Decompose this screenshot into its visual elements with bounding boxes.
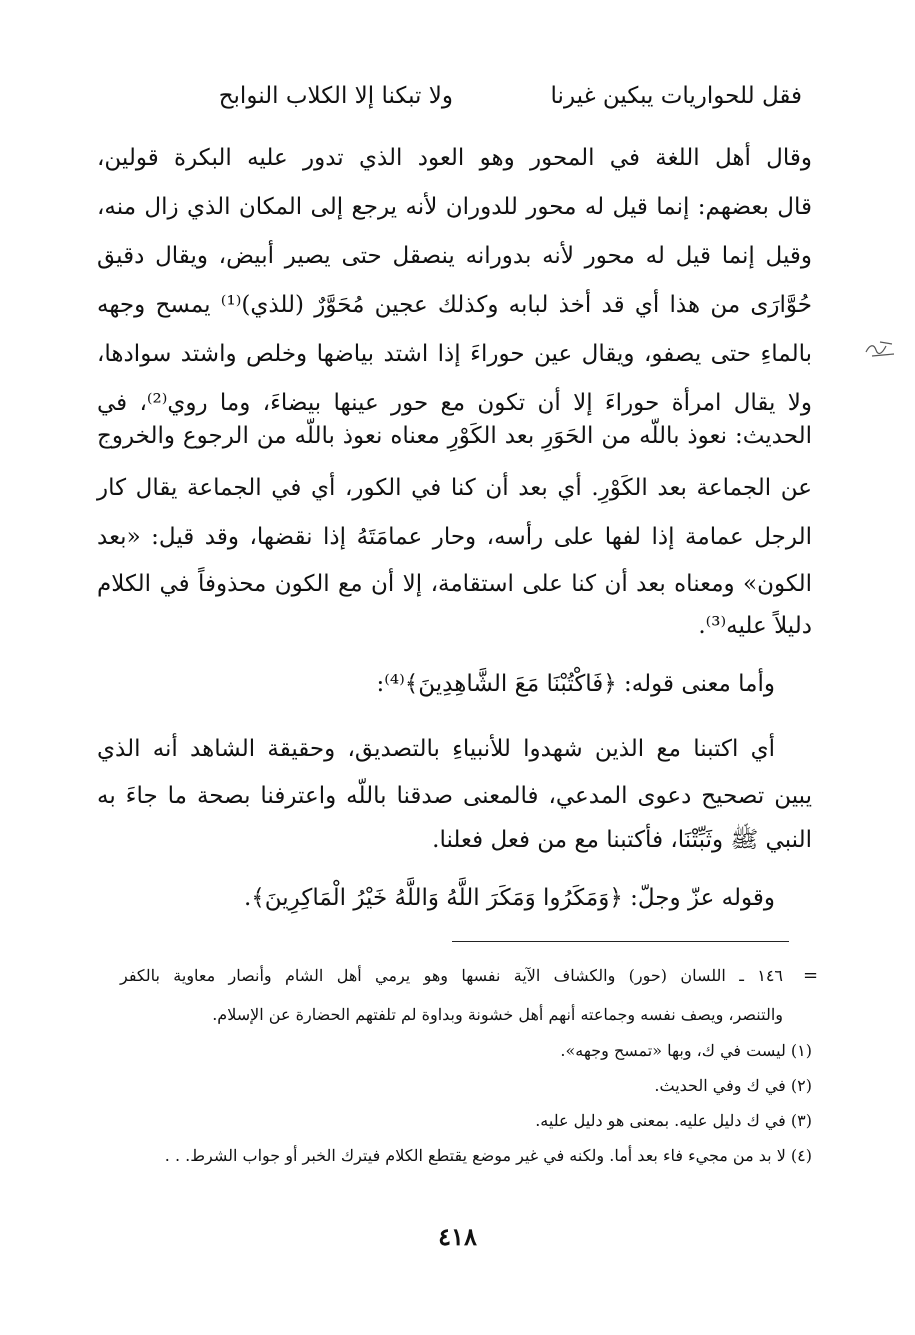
body-line: وقيل إنما قيل له محور لأنه بدورانه ينصقل حتى يصير أبيض، ويقال دقيق (97, 243, 812, 269)
footnote-marker: = (803, 965, 819, 986)
body-line: ولا يقال امرأة حوراءَ إلا أن تكون مع حور عينها بيضاءَ، وما روي⁽²⁾، في (97, 390, 812, 416)
footnote-item: (١) ليست في ك، وبها «تمسح وجهه». (560, 1041, 812, 1060)
body-line: وقوله عزّ وجلّ: ﴿وَمَكَرُوا وَمَكَرَ اللَّهُ وَاللَّهُ خَيْرُ الْمَاكِرِينَ﴾. (243, 885, 775, 911)
footnote-line: والتنصر، ويصف نفسه وجماعته أنهم أهل خشونة وبداوة لم تلفتهم الحضارة عن الإسلام. (212, 1005, 783, 1024)
body-line: يبين تصحيح دعوى المدعي، فالمعنى صدقنا باللّه واعترفنا بصحة ما جاءَ به (97, 783, 812, 809)
poem-hemistich-right: فقل للحواريات يبكين غيرنا (550, 83, 802, 109)
body-line: وأما معنى قوله: ﴿فَاكْتُبْنَا مَعَ الشَّاهِدِينَ﴾⁽⁴⁾: (376, 671, 775, 697)
body-line: الحديث: نعوذ باللّه من الحَوَرِ بعد الكَوْرِ معناه نعوذ باللّه من الرجوع والخروج (97, 423, 812, 449)
body-line: حُوَّارَى من هذا أي قد أخذ لبابه وكذلك عجين مُحَوَّرٌ (للذي)⁽¹⁾ يمسح وجهه (97, 292, 812, 318)
body-line: بالماءِ حتى يصفو، ويقال عين حوراءَ إذا اشتد بياضها وخلص واشتد سوادها، (97, 341, 812, 367)
footnote-item: (٣) في ك دليل عليه. بمعنى هو دليل عليه. (535, 1111, 812, 1130)
body-line: وقال أهل اللغة في المحور وهو العود الذي تدور عليه البكرة قولين، (97, 145, 812, 171)
body-line: دليلاً عليه⁽³⁾. (698, 613, 812, 639)
footnote-separator (452, 941, 789, 942)
body-line: النبي ﷺ وثَبِّتْنَا، فأكتبنا مع من فعل فعلنا. (432, 827, 812, 853)
body-line: قال بعضهم: إنما قيل له محور للدوران لأنه يرجع إلى المكان الذي زال منه، (97, 194, 812, 220)
footnote-line: ١٤٦ ـ اللسان (حور) والكشاف الآية نفسها وهو يرمي أهل الشام وأنصار معاوية بالكفر (120, 966, 783, 985)
body-line: الرجل عمامة إذا لفها على رأسه، وحار عمامَتَهُ إذا نقضها، وقد قيل: «بعد (97, 524, 812, 550)
body-line: عن الجماعة بعد الكَوْرِ. أي بعد أن كنا في الكور، أي في الجماعة يقال كار (97, 475, 812, 501)
footnote-item: (٤) لا بد من مجيء فاء بعد أما. ولكنه في غير موضع يقتطع الكلام فيترك الخبر أو جواب الشرط. . . (164, 1146, 812, 1165)
margin-handwritten-mark (862, 338, 898, 360)
poem-hemistich-left: ولا تبكنا إلا الكلاب النوابح (218, 83, 453, 109)
page-number: ٤١٨ (438, 1222, 477, 1251)
footnote-item: (٢) في ك وفي الحديث. (654, 1076, 812, 1095)
body-line: أي اكتبنا مع الذين شهدوا للأنبياءِ بالتصديق، وحقيقة الشاهد أنه الذي (97, 736, 775, 762)
body-line: الكون» ومعناه بعد أن كنا على استقامة، إلا أن مع الكون محذوفاً في الكلام (97, 571, 812, 597)
